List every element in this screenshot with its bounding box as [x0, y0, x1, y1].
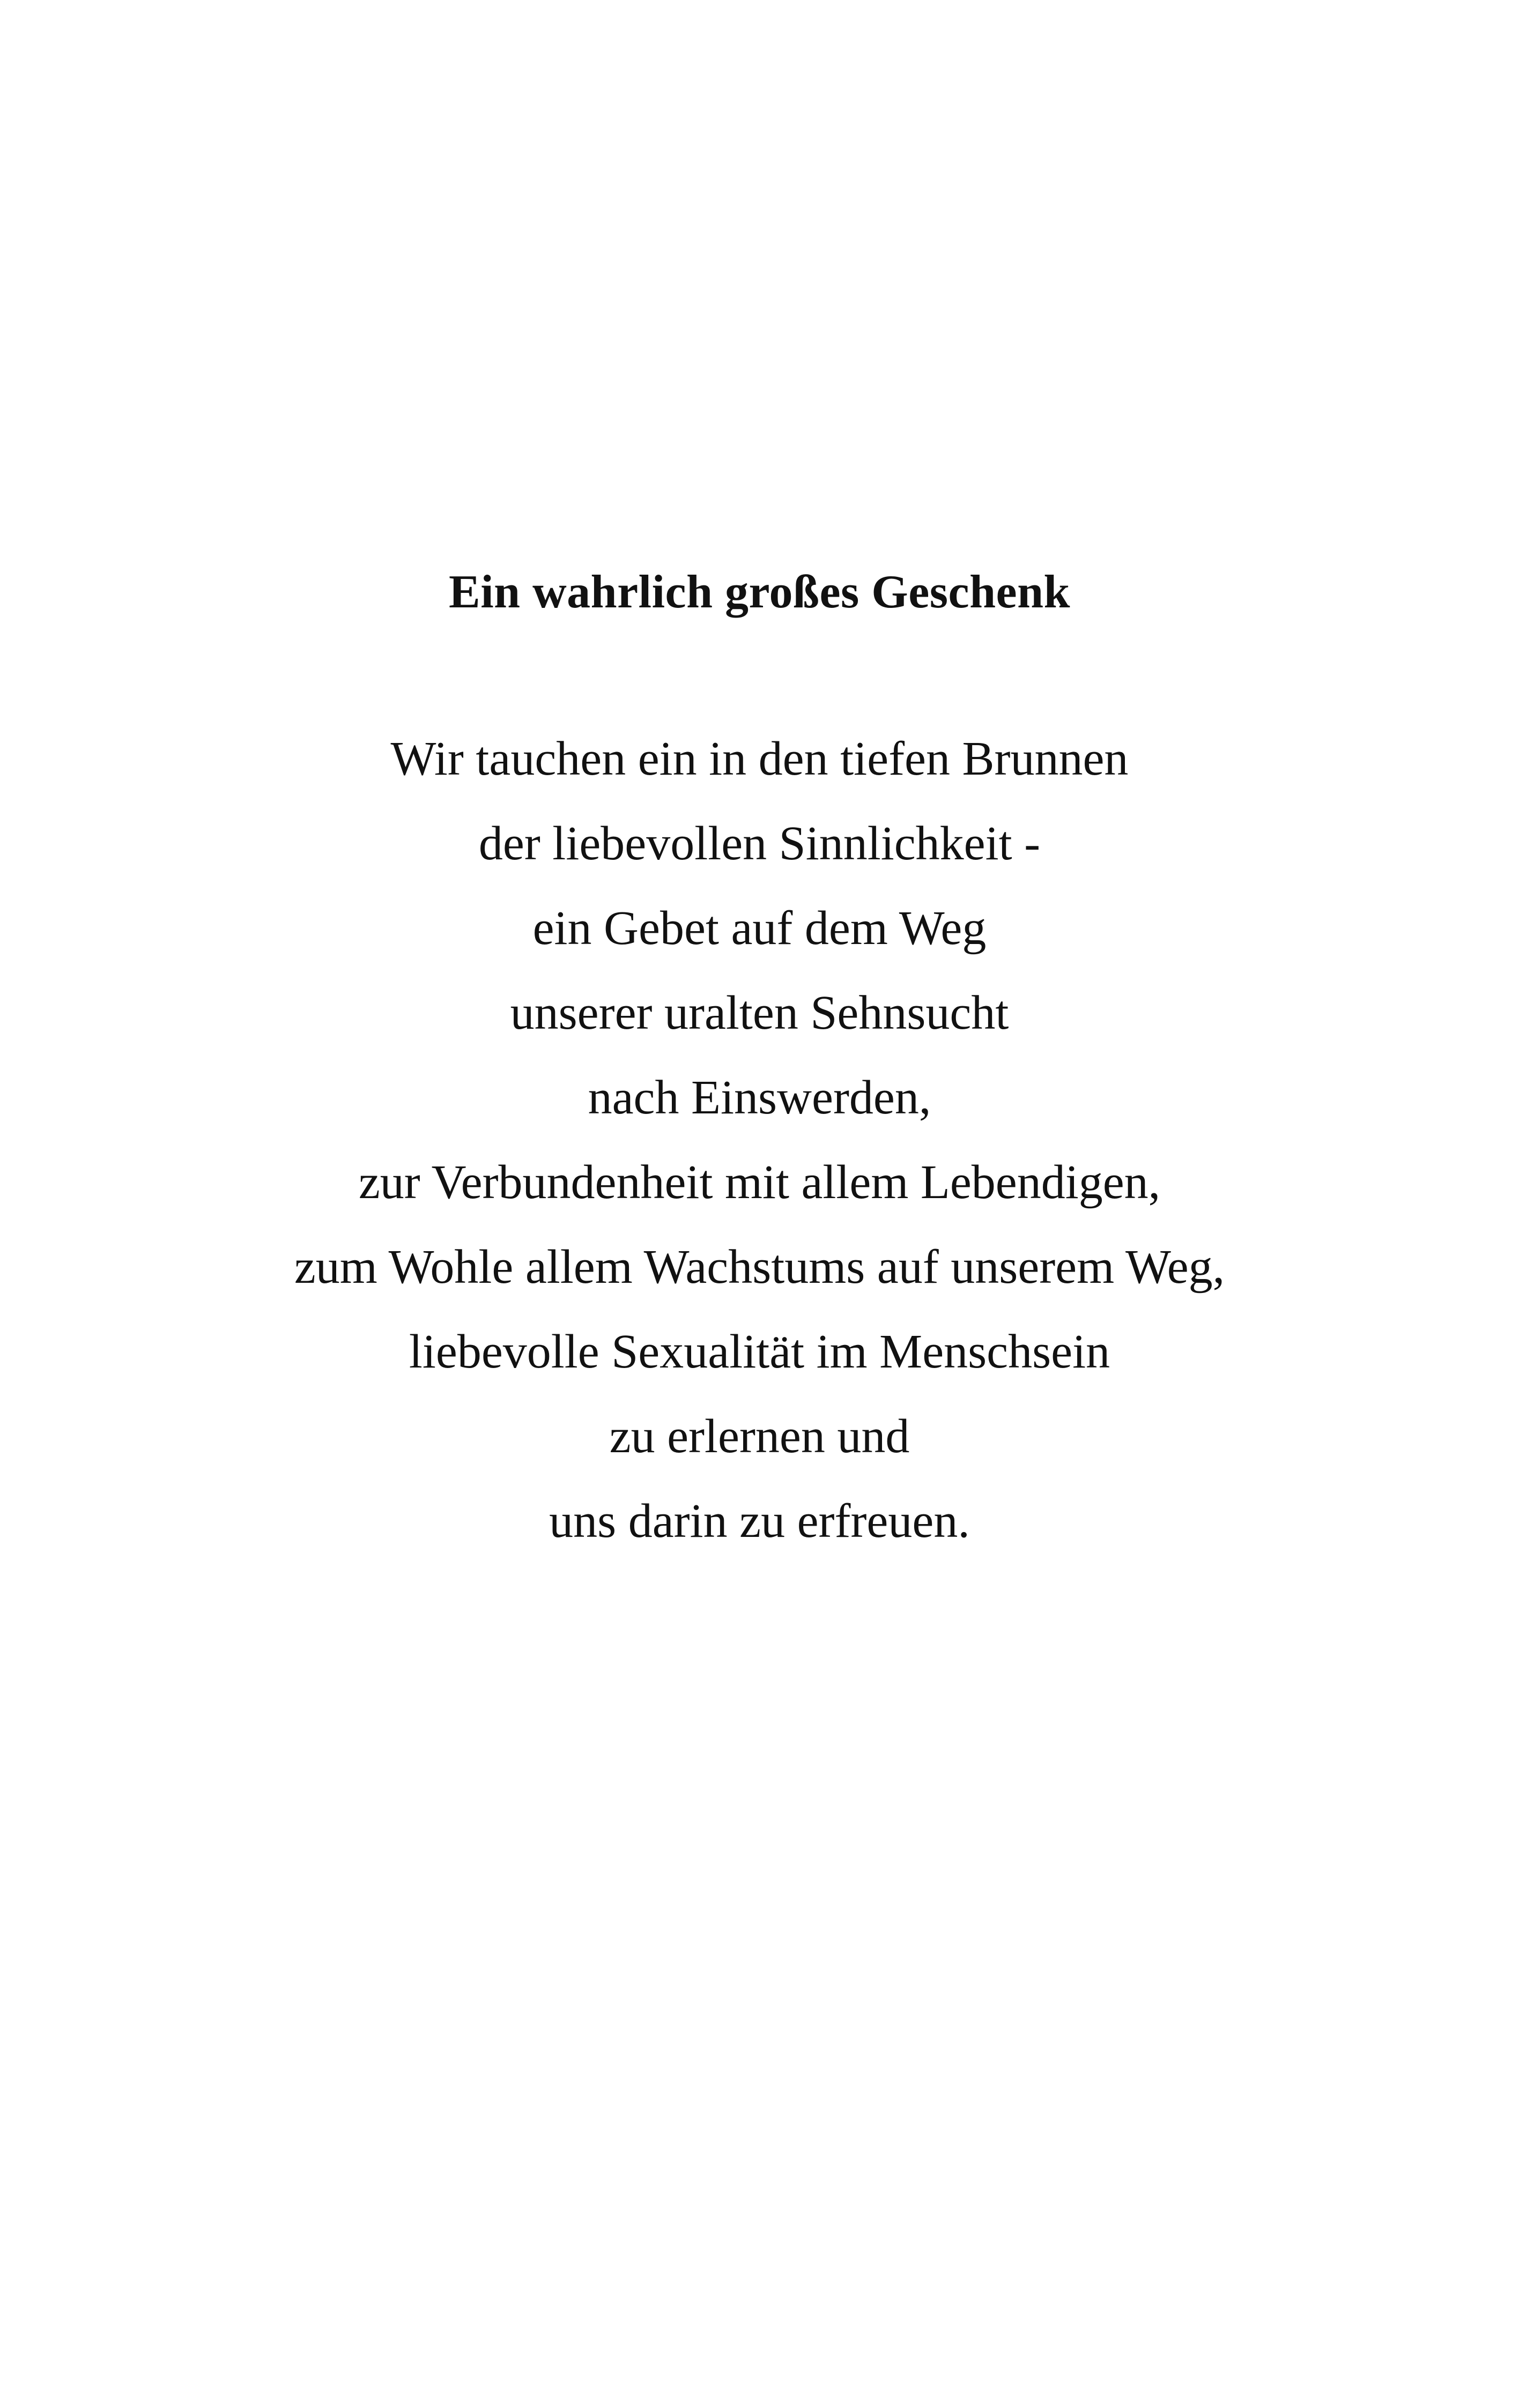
- poem-line: zu erlernen und: [609, 1410, 910, 1463]
- poem-title: Ein wahrlich großes Geschenk: [449, 566, 1070, 618]
- poem-line: uns darin zu erfreuen.: [549, 1495, 970, 1548]
- poem-body: [0, 730, 1519, 1577]
- poem-line: zur Verbundenheit mit allem Lebendigen,: [358, 1156, 1161, 1209]
- poem-line: der liebevollen Sinnlichkeit -: [478, 817, 1041, 870]
- poem-line: unserer uralten Sehnsucht: [510, 986, 1009, 1039]
- poem-line: zum Wohle allem Wachstums auf unserem Weg,: [294, 1240, 1225, 1294]
- poem-line: nach Einswerden,: [588, 1071, 931, 1124]
- poem-line: Wir tauchen ein in den tiefen Brunnen: [390, 732, 1129, 785]
- poem-line: liebevolle Sexualität im Menschsein: [409, 1325, 1110, 1378]
- poem-line: ein Gebet auf dem Weg: [532, 902, 987, 955]
